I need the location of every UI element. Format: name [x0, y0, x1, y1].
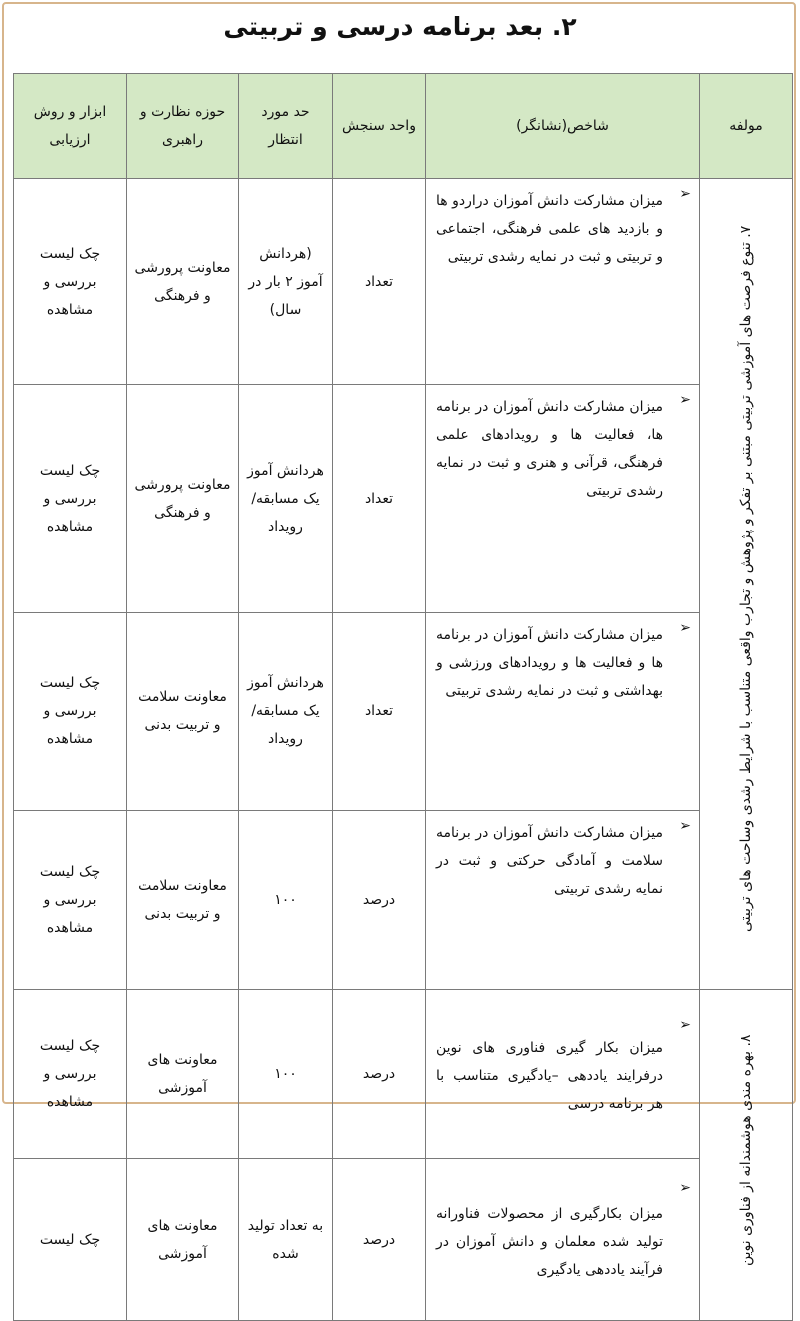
tools-cell: چک لیست بررسی و مشاهده: [14, 612, 127, 810]
supervision-cell: معاونت پرورشی و فرهنگی: [127, 385, 239, 613]
expected-cell: به تعداد تولید شده: [239, 1159, 333, 1321]
header-supervision: حوزه نظارت و راهبری: [127, 74, 239, 179]
tools-cell: چک لیست بررسی و مشاهده: [14, 810, 127, 989]
header-row: [14, 74, 793, 179]
expected-cell: هردانش آموز یک مسابقه/ رویداد: [239, 385, 333, 613]
tools-cell: چک لیست بررسی و مشاهده: [14, 990, 127, 1159]
table-row: [14, 1159, 793, 1321]
tools-cell: چک لیست: [14, 1159, 127, 1321]
indicator-cell: [426, 385, 700, 613]
unit-cell: تعداد: [333, 179, 426, 385]
unit-cell: تعداد: [333, 385, 426, 613]
tools-cell: چک لیست بررسی و مشاهده: [14, 385, 127, 613]
arrow-icon: ➢: [679, 817, 691, 834]
unit-cell: درصد: [333, 1159, 426, 1321]
header-indicator: شاخص(نشانگر): [426, 74, 700, 179]
component-cell: [700, 179, 793, 990]
component-cell: [700, 990, 793, 1321]
unit-cell: درصد: [333, 990, 426, 1159]
indicator-text: میزان مشارکت دانش آموزان دراردو ها و بازدید های علمی فرهنگی، اجتماعی و تربیتی و ثبت در نمایه رشدی تربیتی: [435, 193, 663, 265]
arrow-icon: ➢: [679, 1180, 691, 1197]
arrow-icon: ➢: [679, 392, 691, 409]
indicator-text: میزان مشارکت دانش آموزان در برنامه سلامت و آمادگی حرکتی و ثبت در نمایه رشدی تربیتی: [436, 824, 663, 897]
header-unit: واحد سنجش: [333, 74, 426, 179]
unit-cell: تعداد: [333, 612, 426, 810]
expected-cell: هردانش آموز یک مسابقه/ رویداد: [239, 612, 333, 810]
supervision-cell: معاونت های آموزشی: [127, 1159, 239, 1321]
expected-cell: ۱۰۰: [239, 990, 333, 1159]
table-row: [14, 612, 793, 810]
evaluation-table: [13, 73, 793, 1321]
supervision-cell: معاونت های آموزشی: [127, 990, 239, 1159]
table-row: [14, 179, 793, 385]
table-row: [14, 990, 793, 1159]
indicator-text: میزان بکار گیری فناوری های نوین درفرایند یاددهی –یادگیری متناسب با هر برنامه درسی: [436, 1040, 663, 1113]
header-component: مولفه: [700, 74, 793, 179]
arrow-icon: ➢: [679, 186, 691, 202]
indicator-cell: [426, 990, 700, 1159]
section-title: ۲. بعد برنامه درسی و تربیتی: [223, 12, 577, 41]
supervision-cell: معاونت پرورشی و فرهنگی: [127, 179, 239, 385]
table-row: [14, 810, 793, 989]
arrow-icon: ➢: [679, 1017, 691, 1033]
indicator-text: میزان مشارکت دانش آموزان در برنامه ها، فعالیت ها و رویدادهای علمی فرهنگی، قرآنی و هنری و ثبت در نمایه رشدی تربیتی: [436, 399, 663, 500]
supervision-cell: معاونت سلامت و تربیت بدنی: [127, 612, 239, 810]
indicator-text: میزان مشارکت دانش آموزان در برنامه ها و فعالیت ها و رویدادهای ورزشی و بهداشتی و ثبت در نمایه رشدی تربیتی: [436, 626, 663, 699]
table-row: [14, 385, 793, 613]
expected-cell: ۱۰۰: [239, 810, 333, 989]
unit-cell: درصد: [333, 810, 426, 989]
header-expected: حد مورد انتظار: [239, 74, 333, 179]
header-tools: ابزار و روش ارزیابی: [14, 74, 127, 179]
indicator-text: میزان بکارگیری از محصولات فناورانه تولید شده معلمان و دانش آموزان در فرآیند یاددهی یادگیری: [436, 1205, 663, 1278]
component-label: ۸. بهره مندی هوشمندانه از فناوری نوین: [738, 1034, 754, 1266]
indicator-cell: [426, 810, 700, 989]
tools-cell: چک لیست بررسی و مشاهده: [14, 179, 127, 385]
arrow-icon: ➢: [679, 619, 691, 636]
indicator-cell: [426, 179, 700, 385]
expected-cell: (هردانش آموز ۲ بار در سال): [239, 179, 333, 385]
component-label: ۷. تنوع فرصت های آموزشی تربیتی مبتنی بر تفکر و پژوهش و تجارب واقعی متناسب با شرایط رشدی وساحت های تربیتی: [738, 225, 754, 933]
indicator-cell: [426, 1159, 700, 1321]
indicator-cell: [426, 612, 700, 810]
supervision-cell: معاونت سلامت و تربیت بدنی: [127, 810, 239, 989]
